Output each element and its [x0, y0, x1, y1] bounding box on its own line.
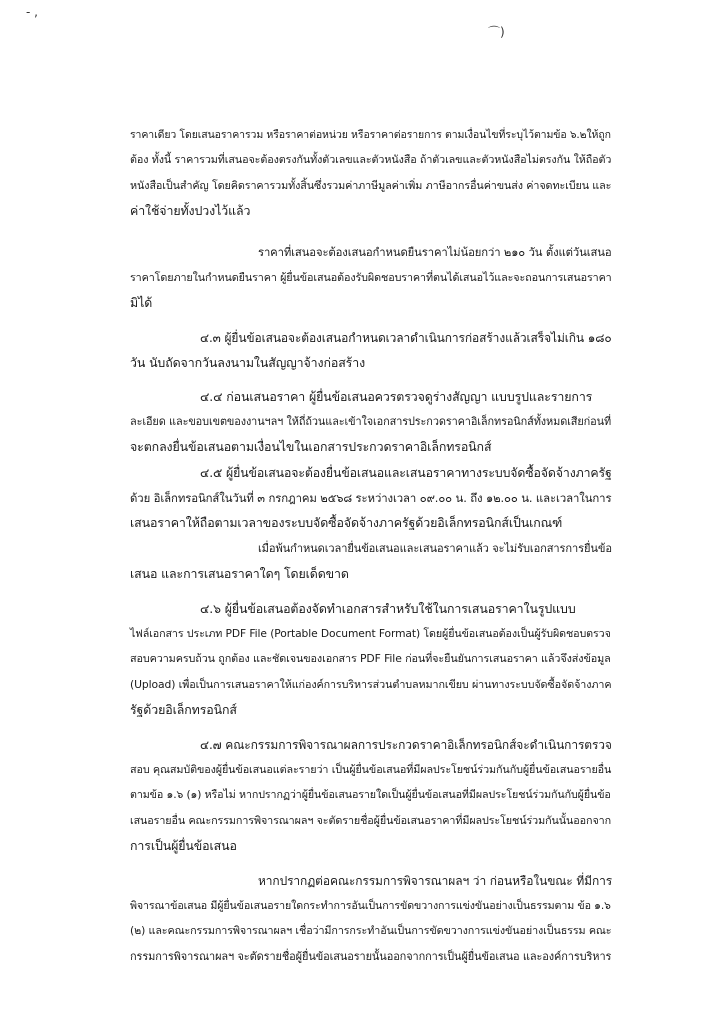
body-line: พิจารณาข้อเสนอ มีผู้ยื่นข้อเสนอรายใดกระทำการอันเป็นการขัดขวางการแข่งขันอย่างเป็นธรรมตาม ข้อ ๑.๖: [130, 899, 611, 912]
body-line: จะตกลงยื่นข้อเสนอตามเงื่อนไขในเอกสารประกวดราคาอิเล็กทรอนิกส์: [130, 439, 492, 454]
body-line: ด้วย อิเล็กทรอนิกส์ในวันที่ ๓ กรกฎาคม ๒๕๖๘ ระหว่างเวลา ๐๙.๐๐ น. ถึง ๑๒.๐๐ น. และเวลาในการ: [130, 491, 612, 505]
body-line: สอบความครบถ้วน ถูกต้อง และชัดเจนของเอกสาร PDF File ก่อนที่จะยืนยันการเสนอราคา แล้วจึงส่งข้อมูล: [130, 652, 611, 665]
clause-4-5-heading: ๔.๕ ผู้ยื่นข้อเสนอจะต้องยื่นข้อเสนอและเสนอราคาทางระบบจัดซื้อจัดจ้างภาครัฐ: [200, 466, 612, 480]
body-line: ละเอียด และขอบเขตของงานฯลฯ ให้ถี่ถ้วนและเข้าใจเอกสารประกวดราคาอิเล็กทรอนิกส์ทั้งหมดเสียก่อนที่: [130, 415, 612, 428]
body-line: หนังสือเป็นสำคัญ โดยคิดราคารวมทั้งสิ้นซึ่งรวมค่าภาษีมูลค่าเพิ่ม ภาษีอากรอื่นค่าขนส่ง ค่าจดทะเบียน และ: [130, 179, 612, 192]
body-line: หากปรากฏต่อคณะกรรมการพิจารณาผลฯ ว่า ก่อนหรือในขณะ ที่มีการ: [258, 874, 613, 888]
body-line: ต้อง ทั้งนี้ ราคารวมที่เสนอจะต้องตรงกันทั้งตัวเลขและตัวหนังสือ ถ้าตัวเลขและตัวหนังสือไม่ตรงกัน ให้ถือตัว: [130, 153, 612, 166]
body-line: มิได้: [130, 295, 153, 310]
body-line: ไฟล์เอกสาร ประเภท PDF File (Portable Document Format) โดยผู้ยื่นข้อเสนอต้องเป็นผู้รับผิดชอบตรวจ: [130, 627, 611, 640]
body-line: รัฐด้วยอิเล็กทรอนิกส์: [130, 702, 237, 717]
body-line: (Upload) เพื่อเป็นการเสนอราคาให้แก่องค์การบริหารส่วนตำบลหมากเขียบ ผ่านทางระบบจัดซื้อจัดจ้างภาค: [130, 678, 612, 691]
clause-4-4-heading: ๔.๔ ก่อนเสนอราคา ผู้ยื่นข้อเสนอควรตรวจดูร่างสัญญา แบบรูปและรายการ: [200, 389, 593, 404]
body-line: เมื่อพ้นกำหนดเวลายื่นข้อเสนอและเสนอราคาแล้ว จะไม่รับเอกสารการยื่นข้อ: [258, 542, 612, 555]
body-line: ราคาเดียว โดยเสนอราคารวม หรือราคาต่อหน่วย หรือราคาต่อรายการ ตามเงื่อนไขที่ระบุไว้ตามข้อ ๖.๒ให้ถูก: [130, 129, 611, 141]
body-line: ราคาที่เสนอจะต้องเสนอกำหนดยืนราคาไม่น้อยกว่า ๒๑๐ วัน ตั้งแต่วันเสนอ: [258, 246, 612, 259]
body-line: สอบ คุณสมบัติของผู้ยื่นข้อเสนอแต่ละรายว่า เป็นผู้ยื่นข้อเสนอที่มีผลประโยชน์ร่วมกันกับผู้ยื่นข้อเสนอรายอื่น: [130, 763, 612, 776]
body-line: ตามข้อ ๑.๖ (๑) หรือไม่ หากปรากฏว่าผู้ยื่นข้อเสนอรายใดเป็นผู้ยื่นข้อเสนอที่มีผลประโยชน์ร่วมกันกับผู้ยื่นข้อ: [130, 788, 611, 801]
body-line: ค่าใช้จ่ายทั้งปวงไว้แล้ว: [130, 203, 251, 218]
clause-4-7-heading: ๔.๗ คณะกรรมการพิจารณาผลการประกวดราคาอิเล็กทรอนิกส์จะดำเนินการตรวจ: [200, 738, 612, 752]
body-line: ราคาโดยภายในกำหนดยืนราคา ผู้ยื่นข้อเสนอต้องรับผิดชอบราคาที่ตนได้เสนอไว้และจะถอนการเสนอราคา: [130, 271, 612, 284]
body-line: วัน นับถัดจากวันลงนามในสัญญาจ้างก่อสร้าง: [130, 355, 366, 370]
body-line: เสนอราคาให้ถือตามเวลาของระบบจัดซื้อจัดจ้างภาครัฐด้วยอิเล็กทรอนิกส์เป็นเกณฑ์: [130, 515, 563, 530]
body-line: กรรมการพิจารณาผลฯ จะตัดรายชื่อผู้ยื่นข้อเสนอรายนั้นออกจากการเป็นผู้ยื่นข้อเสนอ และองค์การบริหาร: [130, 950, 612, 963]
body-line: เสนอรายอื่น คณะกรรมการพิจารณาผลฯ จะตัดรายชื่อผู้ยื่นข้อเสนอราคาที่มีผลประโยชน์ร่วมกันนั้นออกจาก: [130, 814, 612, 827]
clause-4-6-heading: ๔.๖ ผู้ยื่นข้อเสนอต้องจัดทำเอกสารสำหรับใช้ในการเสนอราคาในรูปแบบ: [200, 601, 576, 616]
body-line: การเป็นผู้ยื่นข้อเสนอ: [130, 838, 237, 853]
body-line: (๒) และคณะกรรมการพิจารณาผลฯ เชื่อว่ามีการกระทำอันเป็นการขัดขวางการแข่งขันอย่างเป็นธรรม คณะ: [130, 924, 612, 937]
corner-mark-right: ⌒): [488, 25, 505, 39]
body-line: เสนอ และการเสนอราคาใดๆ โดยเด็ดขาด: [130, 566, 349, 581]
clause-4-3-heading: ๔.๓ ผู้ยื่นข้อเสนอจะต้องเสนอกำหนดเวลาดำเนินการก่อสร้างแล้วเสร็จไม่เกิน ๑๘๐: [200, 331, 612, 345]
corner-mark-left: - ,: [26, 5, 38, 19]
